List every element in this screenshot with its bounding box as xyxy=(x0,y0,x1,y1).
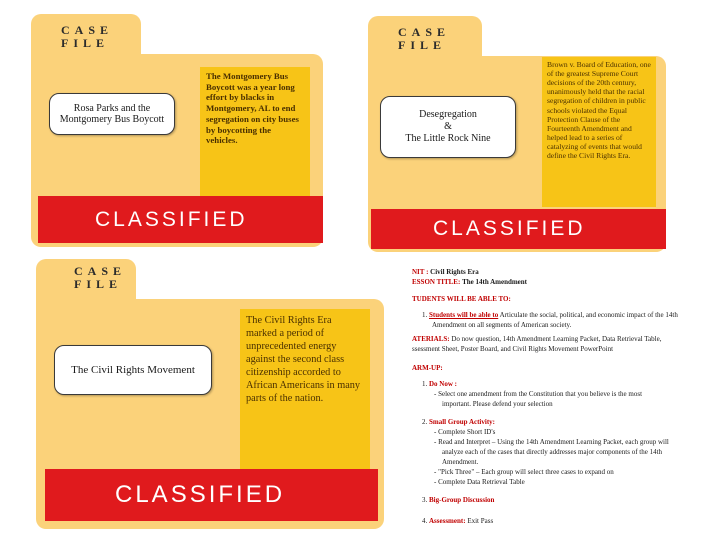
summary-note xyxy=(200,67,310,198)
item-2-bullet-3: analyze each of the cases that directly addresses major components of the 14th xyxy=(442,448,663,456)
materials-text-2: ssessment Sheet, Poster Board, and Civil Rights Movement PowerPoint xyxy=(412,345,614,353)
objective-text-1: Articulate the social, political, and economic impact of the 14th xyxy=(499,311,678,319)
classified-stamp xyxy=(371,209,666,249)
materials-label: ATERIALS: xyxy=(412,335,450,343)
objective-number: 1. xyxy=(422,311,428,319)
classified-text: CLASSIFIED xyxy=(95,207,248,231)
objective-text-2: Amendment on all segments of American society. xyxy=(432,321,572,329)
folder-label xyxy=(49,93,175,135)
classified-stamp xyxy=(45,469,378,521)
summary-note-text: Brown v. Board of Education, one of the greatest Supreme Court decisions of the 20th century, unanimously held that the racial segregation of children in public schools violated the Equal Protection Clause of the Fourteenth Amendment and helped lead to a series of catalyzing of events that would define the Civil Rights Era. xyxy=(547,60,651,161)
case-file-folder-little-rock xyxy=(366,16,668,254)
item-1-bullet-2: important. Please defend your selection xyxy=(442,400,553,408)
lesson-title-value: The 14th Amendment xyxy=(462,278,528,286)
folder-label-line3: The Little Rock Nine xyxy=(405,133,491,144)
folder-label-line2: & xyxy=(444,121,452,132)
item-3-number: 3. xyxy=(422,496,428,504)
case-file-folder-montgomery xyxy=(27,14,327,249)
case-label: CASE xyxy=(74,264,127,278)
folder-label xyxy=(54,345,212,395)
item-3-title: Big-Group Discussion xyxy=(429,496,495,504)
case-label: CASE xyxy=(398,25,451,39)
lesson-title-label: ESSON TITLE: xyxy=(412,278,461,286)
folder-label-text: The Civil Rights Movement xyxy=(71,364,195,376)
item-4-text: Exit Pass xyxy=(467,517,494,525)
item-2-title: Small Group Activity: xyxy=(429,418,495,426)
summary-note xyxy=(240,309,370,469)
warm-up-heading: ARM-UP: xyxy=(412,364,443,372)
unit-value: Civil Rights Era xyxy=(430,268,479,276)
students-will-heading: TUDENTS WILL BE ABLE TO: xyxy=(412,295,511,303)
classified-stamp xyxy=(38,196,323,243)
item-2-bullet-1: Complete Short ID's xyxy=(438,428,496,436)
case-file-folder-civil-rights xyxy=(36,259,388,530)
unit-label: NIT : xyxy=(412,268,429,276)
item-2-bullet-2: Read and Interpret – Using the 14th Amendment Learning Packet, each group will xyxy=(438,438,669,446)
item-2-number: 2. xyxy=(422,418,428,426)
folder-label-line1: Desegregation xyxy=(419,109,477,120)
item-4-number: 4. xyxy=(422,517,428,525)
case-file-heading xyxy=(74,265,126,290)
file-label: FILE xyxy=(61,35,110,50)
item-2-bullet-6: Complete Data Retrieval Table xyxy=(438,478,525,486)
lesson-plan-document: NIT : Civil Rights Era ESSON TITLE: The 14th Amendment TUDENTS WILL BE ABLE TO: 1. Students will be able to Articulate the social, political, and economic impact of the 14th Amendment on all segments of American society. ATERIALS: Do now question, 14th Amendment Learning Packet, Data Retrieval Table, ssessment Sheet, Poster Board, and Civil Rights Movement PowerPoint ARM-UP: 1. Do Now : - Select one amendment from the Constitution that you believe is the most important. Please defend your selection 2. Small Group Activity: - Complete Short ID's - Read and Interpret – Using the 14th Amendment Learning Packet, each group will analyze each of the cases that directly addresses major components of the 14th Amendment. - "Pick Three" – Each group will select three cases to expand on - Complete Data Retrieval Table 3. Big-Group Discussion 4. Assessment: Exit Pass xyxy=(406,263,720,540)
folder-label-text: Rosa Parks and the Montgomery Bus Boycott xyxy=(59,102,165,125)
item-2-bullet-5: "Pick Three" – Each group will select three cases to expand on xyxy=(438,468,614,476)
folder-label xyxy=(380,96,516,158)
summary-note-text: The Civil Rights Era marked a period of unprecedented energy against the second class citizenship accorded to African Americans in many parts of the nation. xyxy=(246,315,361,405)
objective-lead: Students will be able to xyxy=(429,311,499,319)
summary-note-text: The Montgomery Bus Boycott was a year long effort by blacks in Montgomery, AL to end segregation on city buses by boycotting the vehicles. xyxy=(206,71,299,146)
case-label: CASE xyxy=(61,23,114,37)
file-label: FILE xyxy=(398,37,447,52)
case-file-heading xyxy=(61,24,113,49)
file-label: FILE xyxy=(74,276,123,291)
item-2-bullet-4: Amendment. xyxy=(442,458,479,466)
materials-text-1: Do now question, 14th Amendment Learning Packet, Data Retrieval Table, xyxy=(451,335,662,343)
item-4-title: Assessment: xyxy=(429,517,466,525)
case-file-heading xyxy=(398,26,450,51)
item-1-title: Do Now : xyxy=(429,380,457,388)
classified-text: CLASSIFIED xyxy=(115,481,286,508)
item-1-bullet-1: Select one amendment from the Constitution that you believe is the most xyxy=(438,390,643,398)
classified-text: CLASSIFIED xyxy=(433,217,586,240)
summary-note xyxy=(542,57,656,207)
item-1-number: 1. xyxy=(422,380,428,388)
